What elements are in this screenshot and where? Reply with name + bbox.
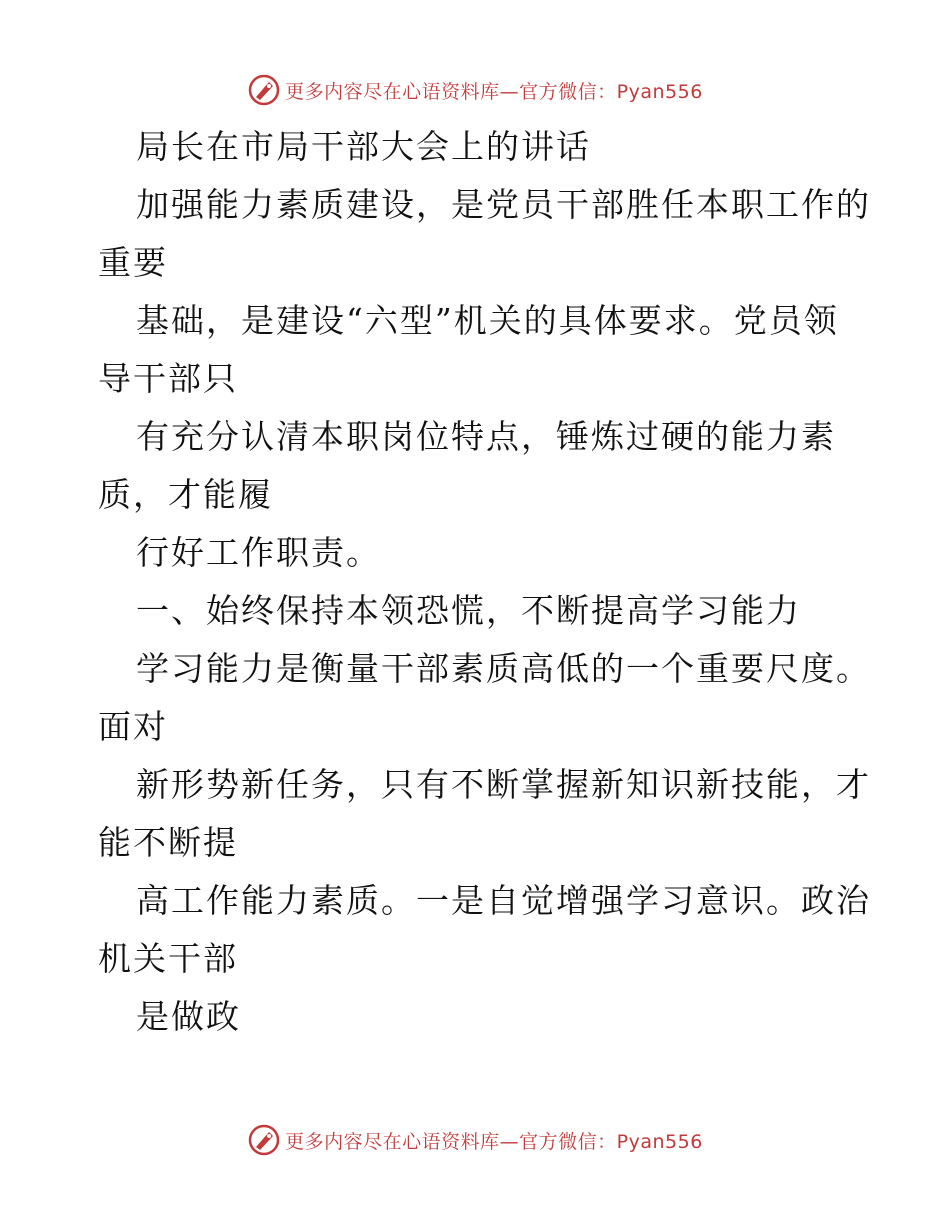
paragraph-line: 行好工作职责。 [136,533,381,572]
footer-watermark [0,1120,950,1160]
paragraph-line: 新形势新任务，只有不断掌握新知识新技能，才 [136,765,871,804]
watermark-text: 更多内容尽在心语资料库—官方微信：Pyan556 [285,1130,703,1153]
paragraph-line: 基础，是建设“六型”机关的具体要求。党员领 [136,301,839,340]
paragraph-line: 能不断提 [98,823,238,862]
document-body [98,118,871,1046]
paragraph-line: 是做政 [136,997,241,1036]
paragraph-line: 高工作能力素质。一是自觉增强学习意识。政治 [136,881,871,920]
paragraph-line: 质，才能履 [98,475,273,514]
document-title: 局长在市局干部大会上的讲话 [136,127,591,166]
paragraph-line: 学习能力是衡量干部素质高低的一个重要尺度。 [136,649,871,688]
section-heading: 一、始终保持本领恐慌，不断提高学习能力 [136,591,801,630]
paragraph-line: 加强能力素质建设，是党员干部胜任本职工作的 [136,185,871,224]
paragraph-line: 重要 [98,243,168,282]
pen-logo-icon [247,73,281,107]
paragraph-line: 有充分认清本职岗位特点，锤炼过硬的能力素 [136,417,836,456]
paragraph-line: 面对 [98,707,168,746]
header-watermark [0,70,950,110]
paragraph-line: 导干部只 [98,359,238,398]
watermark-text: 更多内容尽在心语资料库—官方微信：Pyan556 [285,80,703,103]
paragraph-line: 机关干部 [98,939,238,978]
pen-logo-icon [247,1123,281,1157]
